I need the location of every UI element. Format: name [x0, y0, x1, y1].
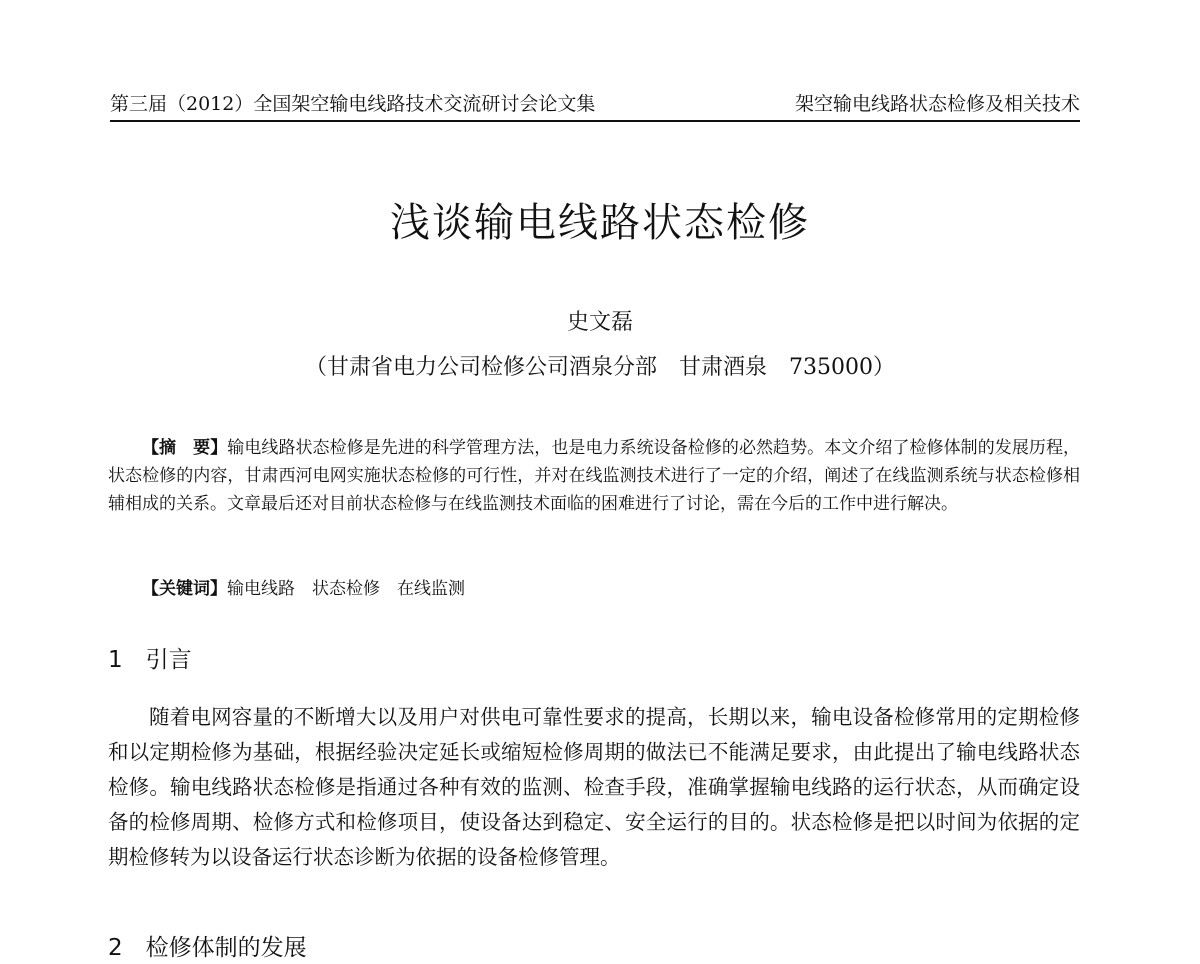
author-affiliation: （甘肃省电力公司检修公司酒泉分部 甘肃酒泉 735000）	[305, 355, 895, 380]
abstract-label: 【摘 要】	[142, 438, 228, 458]
introduction-body	[108, 700, 1080, 875]
abstract-paragraph	[108, 434, 1080, 518]
author-name: 史文磊	[566, 310, 633, 335]
section-heading-development: 2 检修体制的发展	[108, 935, 307, 961]
abstract	[108, 434, 1080, 518]
section-heading-introduction: 1 引言	[108, 647, 192, 673]
keywords-label: 【关键词】	[142, 579, 227, 599]
paper-title: 浅谈输电线路状态检修	[390, 200, 810, 246]
running-head-right: 架空输电线路状态检修及相关技术	[794, 93, 1080, 115]
abstract-text: 输电线路状态检修是先进的科学管理方法，也是电力系统设备检修的必然趋势。本文介绍了检修体制的发展历程，状态检修的内容，甘肃西河电网实施状态检修的可行性，并对在线监测技术进行了一定的介绍，阐述了在线监测系统与状态检修相辅相成的关系。文章最后还对目前状态检修与在线监测技术面临的困难进行了讨论，需在今后的工作中进行解决。	[108, 438, 1081, 514]
keywords-text: 输电线路 状态检修 在线监测	[227, 579, 465, 599]
keywords	[108, 575, 1080, 603]
running-head-left: 第三届（2012）全国架空输电线路技术交流研讨会论文集	[110, 93, 596, 115]
body-paragraph: 随着电网容量的不断增大以及用户对供电可靠性要求的提高，长期以来，输电设备检修常用的定期检修和以定期检修为基础，根据经验决定延长或缩短检修周期的做法已不能满足要求，由此提出了输电线路状态检修。输电线路状态检修是指通过各种有效的监测、检查手段，准确掌握输电线路的运行状态，从而确定设备的检修周期、检修方式和检修项目，使设备达到稳定、安全运行的目的。状态检修是把以时间为依据的定期检修转为以设备运行状态诊断为依据的设备检修管理。	[108, 705, 1080, 869]
running-head	[110, 90, 1080, 122]
